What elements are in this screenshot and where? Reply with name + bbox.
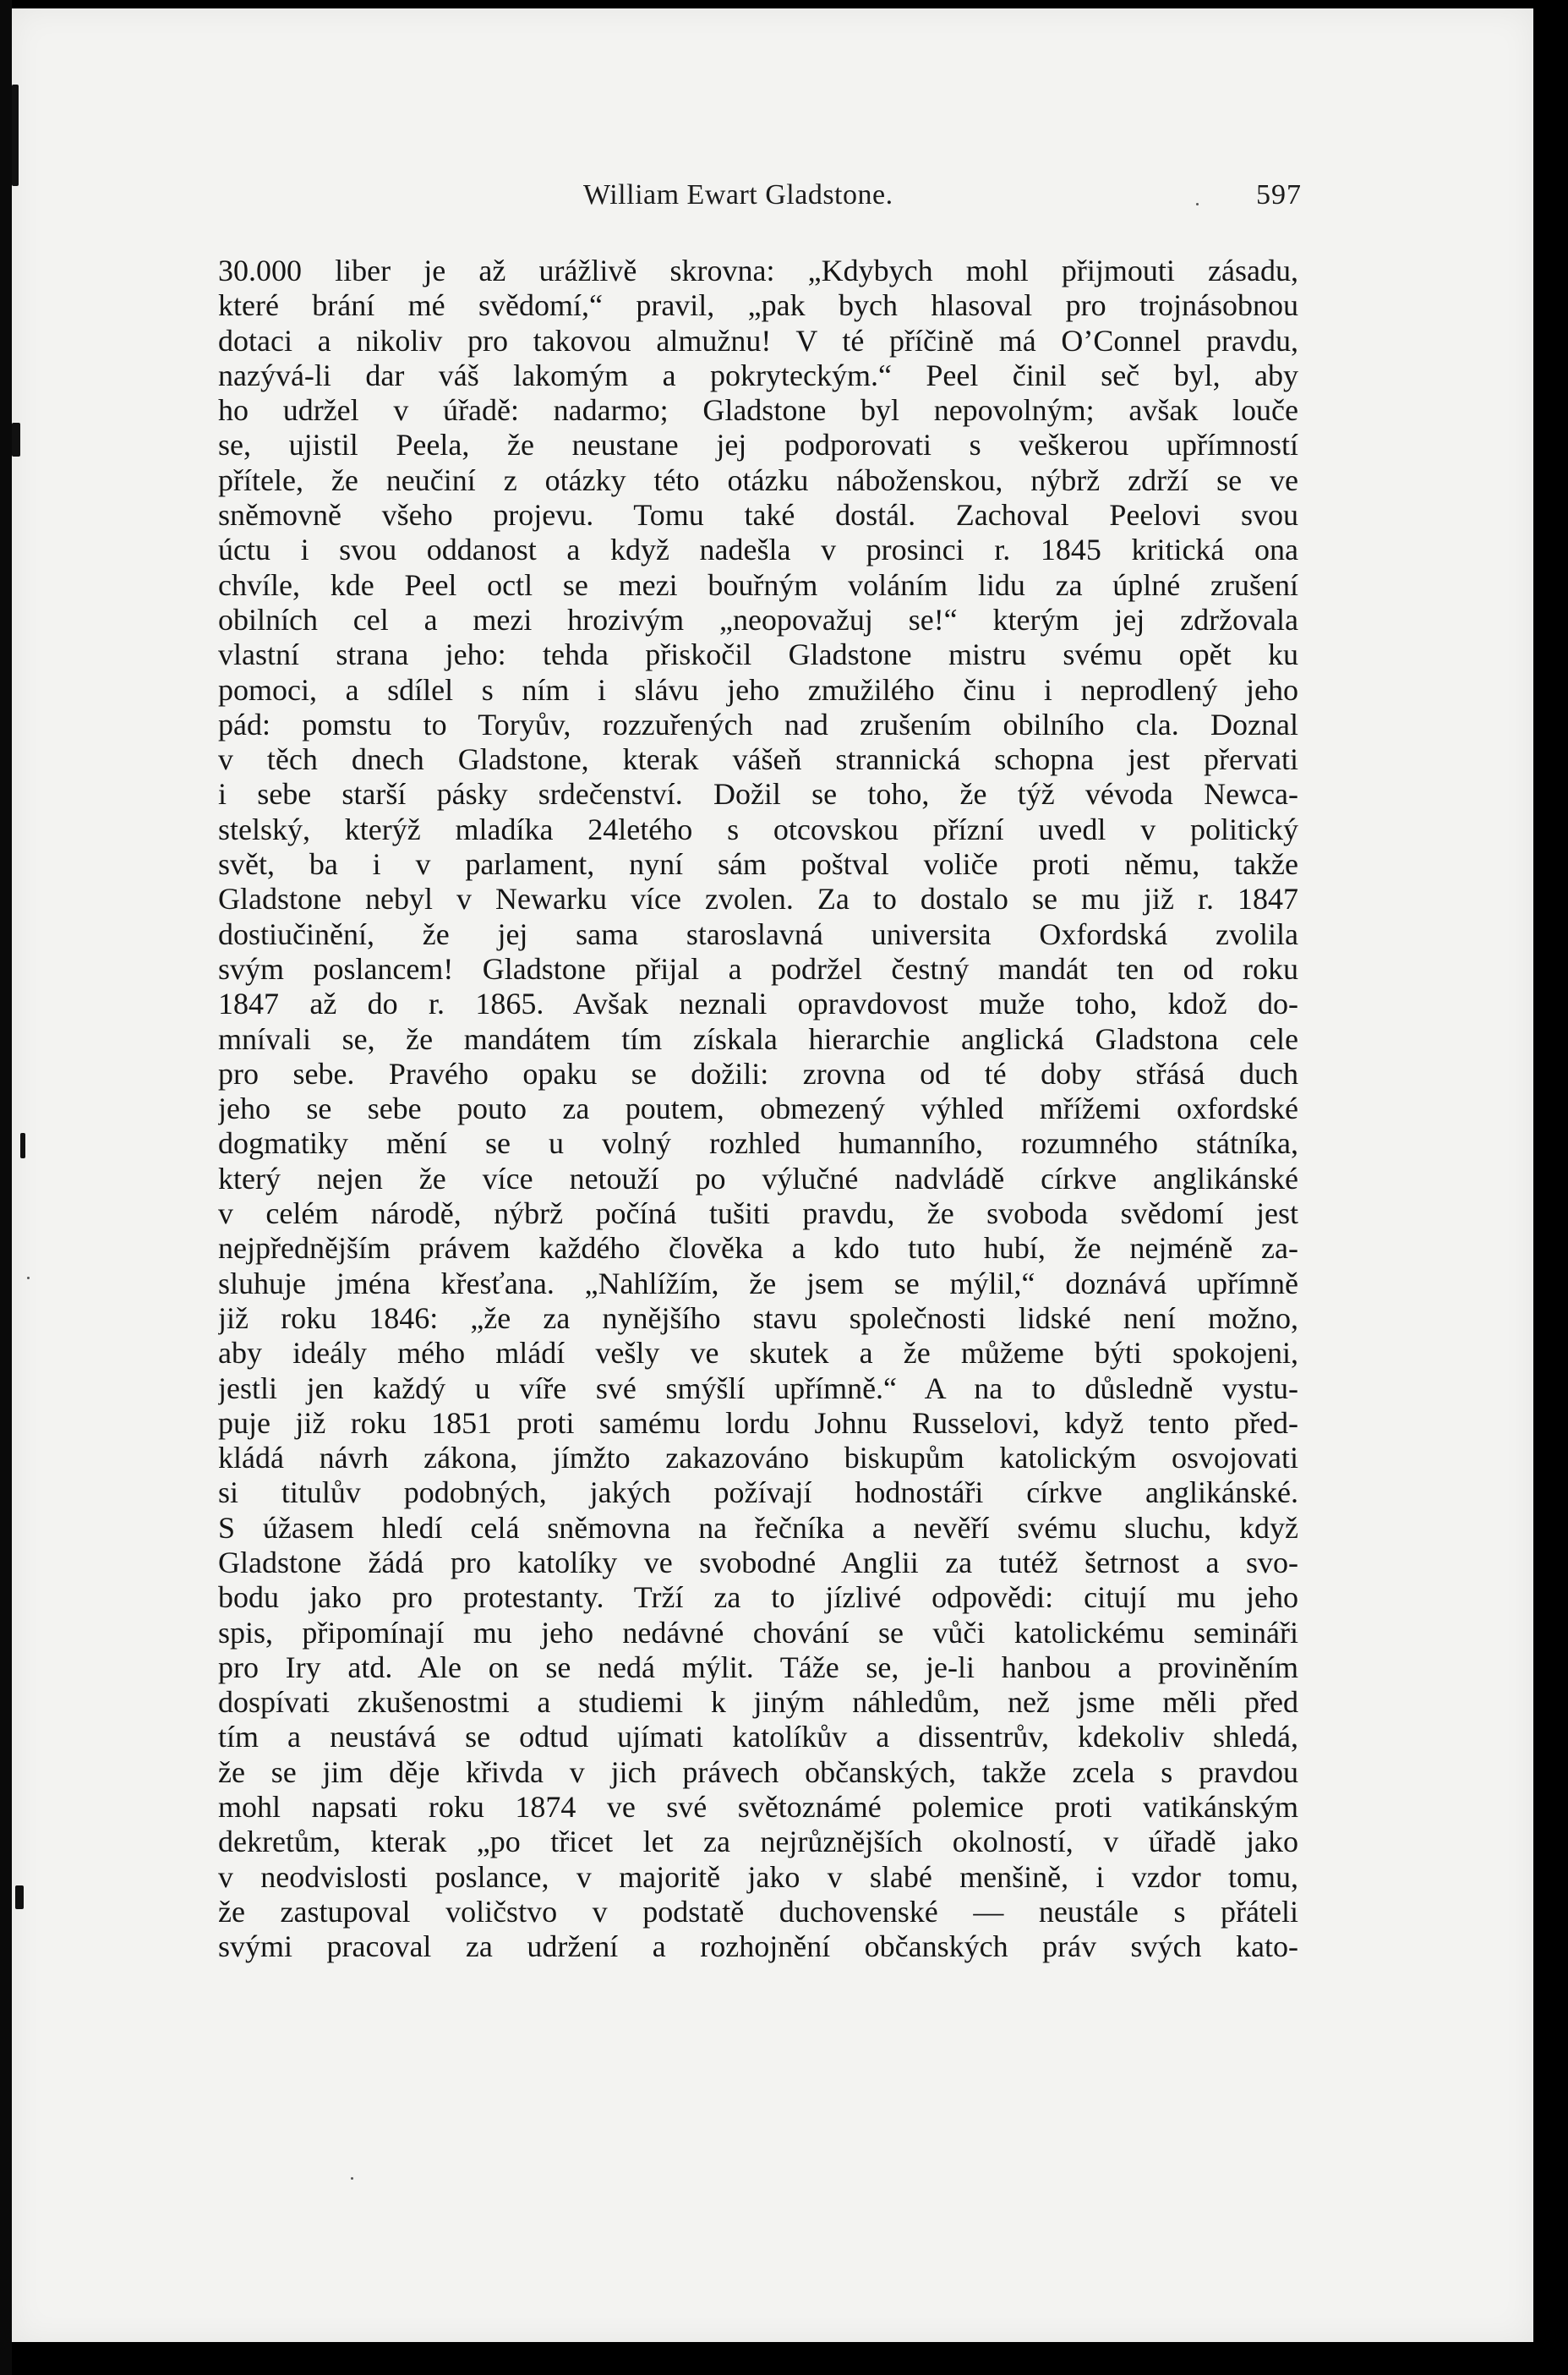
dust-speck bbox=[351, 2177, 353, 2180]
running-title: William Ewart Gladstone. bbox=[583, 179, 893, 211]
binding-mark bbox=[12, 423, 20, 457]
text-line: dotaci a nikoliv pro takovou almužnu! V té příčině má O’Connel pravdu, bbox=[218, 323, 1298, 358]
text-line: v těch dnech Gladstone, kterak vášeň strannická schopna jest přervati bbox=[218, 742, 1298, 777]
text-line: vlastní strana jeho: tehda přiskočil Gladstone mistru svému opět ku bbox=[218, 638, 1298, 672]
text-line: svými pracoval za udržení a rozhojnění občanských práv svých kato- bbox=[218, 1929, 1298, 1964]
dust-speck bbox=[1196, 203, 1199, 205]
text-line: dostiučinění, že jej sama staroslavná universita Oxfordská zvolila bbox=[218, 917, 1298, 951]
text-line: 30.000 liber je až urážlivě skrovna: „Kdybych mohl přijmouti zásadu, bbox=[218, 254, 1298, 287]
text-line: pomoci, a sdílel s ním i slávu jeho zmužilého činu i neprodlený jeho bbox=[218, 672, 1298, 707]
text-line: sluhuje jména křesťana. „Nahlížím, že jsem se mýlil,“ doznává upřímně bbox=[218, 1266, 1298, 1300]
text-line: ho udržel v úřadě: nadarmo; Gladstone byl nepovolným; avšak louče bbox=[218, 393, 1298, 428]
text-line: si titulův podobných, jakých požívají hodnostáři církve anglikánské. bbox=[218, 1475, 1298, 1510]
text-line: přítele, že neučiní z otázky této otázku náboženskou, nýbrž zdrží se ve bbox=[218, 462, 1298, 497]
text-line: S úžasem hledí celá sněmovna na řečníka a nevěří svému sluchu, když bbox=[218, 1510, 1298, 1545]
text-line: který nejen že více netouží po výlučné nadvládě církve anglikánské bbox=[218, 1161, 1298, 1196]
text-line: v celém národě, nýbrž počíná tušiti pravdu, že svoboda svědomí jest bbox=[218, 1196, 1298, 1231]
text-line: pád: pomstu to Toryův, rozzuřených nad zrušením obilního cla. Doznal bbox=[218, 707, 1298, 742]
text-line: dospívati zkušenostmi a studiemi k jiným náhledům, než jsme měli před bbox=[218, 1685, 1298, 1720]
text-line: se, ujistil Peela, že neustane jej podporovati s veškerou upřímností bbox=[218, 428, 1298, 462]
text-line: puje již roku 1851 proti samému lordu Johnu Russelovi, když tento před- bbox=[218, 1405, 1298, 1440]
text-line: nejpřednějším právem každého člověka a kdo tuto hubí, že nejméně za- bbox=[218, 1231, 1298, 1266]
text-line: kládá návrh zákona, jímžto zakazováno biskupům katolickým osvojovati bbox=[218, 1441, 1298, 1475]
binding-mark bbox=[20, 1133, 25, 1158]
text-line: již roku 1846: „že za nynějšího stavu společnosti lidské není možno, bbox=[218, 1300, 1298, 1335]
text-line: bodu jako pro protestanty. Trží za to jízlivé odpovědi: citují mu jeho bbox=[218, 1580, 1298, 1615]
text-line: že zastupoval voličstvo v podstatě duchovenské — neustále s přáteli bbox=[218, 1894, 1298, 1929]
page-number: 597 bbox=[1256, 179, 1302, 211]
text-line: dekretům, kterak „po třicet let za nejrůznějších okolností, v úřadě jako bbox=[218, 1825, 1298, 1859]
text-line: 1847 až do r. 1865. Avšak neznali opravdovost muže toho, kdož do- bbox=[218, 987, 1298, 1021]
text-line: v neodvislosti poslance, v majoritě jako v slabé menšině, i vzdor tomu, bbox=[218, 1859, 1298, 1894]
text-line: mohl napsati roku 1874 ve své světoznámé polemice proti vatikánským bbox=[218, 1790, 1298, 1825]
body-text bbox=[218, 254, 1298, 1965]
text-line: pro Iry atd. Ale on se nedá mýlit. Táže se, je-li hanbou a proviněním bbox=[218, 1650, 1298, 1684]
binding-mark bbox=[12, 85, 19, 186]
text-line: i sebe starší pásky srdečenství. Dožil se toho, že týž vévoda Newca- bbox=[218, 777, 1298, 812]
dust-speck bbox=[27, 1277, 30, 1279]
text-line: stelský, kterýž mladíka 24letého s otcovskou přízní uvedl v politický bbox=[218, 812, 1298, 846]
text-line: že se jim děje křivda v jich právech občanských, takže zcela s pravdou bbox=[218, 1754, 1298, 1789]
binding-mark bbox=[15, 1885, 24, 1909]
text-line: svět, ba i v parlament, nyní sám poštval voliče proti němu, takže bbox=[218, 847, 1298, 882]
text-line: tím a neustává se odtud ujímati katolíkův a dissentrův, kdekoliv shledá, bbox=[218, 1720, 1298, 1754]
text-line: obilních cel a mezi hrozivým „neopovažuj se!“ kterým jej zdržovala bbox=[218, 602, 1298, 637]
text-line: svým poslancem! Gladstone přijal a podržel čestný mandát ten od roku bbox=[218, 951, 1298, 986]
text-line: Gladstone nebyl v Newarku více zvolen. Za to dostalo se mu již r. 1847 bbox=[218, 882, 1298, 917]
text-line: chvíle, kde Peel octl se mezi bouřným voláním lidu za úplné zrušení bbox=[218, 567, 1298, 602]
text-line: mnívali se, že mandátem tím získala hierarchie anglická Gladstona cele bbox=[218, 1021, 1298, 1056]
text-line: které brání mé svědomí,“ pravil, „pak bych hlasoval pro trojnásobnou bbox=[218, 288, 1298, 323]
text-line: spis, připomínají mu jeho nedávné chování se vůči katolickému semináři bbox=[218, 1615, 1298, 1650]
text-line: dogmatiky mění se u volný rozhled humanního, rozumného státníka, bbox=[218, 1126, 1298, 1161]
text-line: jeho se sebe pouto za poutem, obmezený výhled mřížemi oxfordské bbox=[218, 1092, 1298, 1126]
text-line: sněmovně všeho projevu. Tomu také dostál. Zachoval Peelovi svou bbox=[218, 498, 1298, 533]
text-line: nazývá-li dar váš lakomým a pokryteckým.“ Peel činil seč byl, aby bbox=[218, 358, 1298, 392]
text-line: úctu i svou oddanost a když nadešla v prosinci r. 1845 kritická ona bbox=[218, 533, 1298, 567]
scan-left-edge bbox=[0, 0, 12, 2375]
text-line: aby ideály mého mládí vešly ve skutek a že můžeme býti spokojeni, bbox=[218, 1336, 1298, 1371]
text-line: Gladstone žádá pro katolíky ve svobodné Anglii za tutéž šetrnost a svo- bbox=[218, 1545, 1298, 1579]
text-line: jestli jen každý u víře své smýšlí upřímně.“ A na to důsledně vystu- bbox=[218, 1371, 1298, 1405]
text-line: pro sebe. Pravého opaku se dožili: zrovna od té doby střásá duch bbox=[218, 1056, 1298, 1091]
